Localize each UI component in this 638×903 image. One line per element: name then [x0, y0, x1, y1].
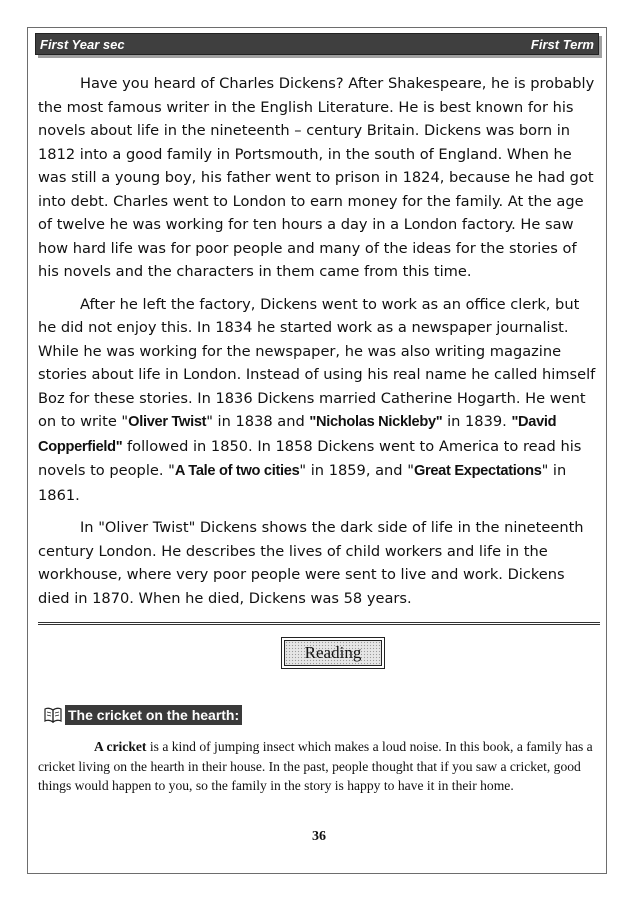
term-cricket: A cricket [94, 739, 147, 754]
section-divider [38, 622, 600, 625]
text-span: is a kind of jumping insect which makes a loud noise. In this book, a family has a cricket living on the hearth in their house. In the past, people thought that if you saw a cricket, good things would happen to you, so the family in the story is happy to have it in their home. [38, 739, 593, 793]
title-tale-of-two-cities: A Tale of two cities [174, 463, 300, 479]
cricket-paragraph [38, 737, 598, 796]
book-icon [44, 707, 62, 723]
section-heading [44, 705, 242, 725]
text-span: followed in 1850. In 1858 Dickens went to America to read his novels to people. " [38, 437, 582, 479]
text-span: " in 1859, and " [299, 462, 414, 479]
paragraph-1: Have you heard of Charles Dickens? After Shakespeare, he is probably the most famous writer in the English Literature. He is best known for his novels about life in the nineteenth – century Britain. Dickens was born in 1812 into a good family in Portsmouth, in the south of England. When he was still a young boy, his father went to prison in 1824, because he had got into debt. Charles went to London to earn money for the family. At the age of twelve he was working for ten hours a day in a London factory. He saw how hard life was for poor people and many of the ideas for the stories of his novels and the characters in them came from this time. [38, 75, 595, 280]
title-great-expectations: Great Expectations [413, 463, 542, 479]
title-nicholas-nickleby: "Nicholas Nickleby" [309, 414, 443, 430]
article-text [38, 72, 598, 619]
page-header [35, 33, 599, 55]
text-span: " in 1838 and [206, 413, 310, 430]
paragraph-2 [38, 293, 598, 508]
header-year: First Year sec [40, 37, 125, 52]
page-number: 36 [312, 829, 326, 844]
title-oliver-twist: Oliver Twist [128, 414, 207, 430]
text-span: in 1839. [442, 413, 512, 430]
reading-heading: Reading [284, 640, 382, 666]
title-david-copperfield: "David Copperfield" [38, 414, 557, 455]
text-span: " in 1861. [38, 462, 567, 504]
section-title: The cricket on the hearth: [65, 705, 242, 725]
text-span: After he left the factory, Dickens went to work as an office clerk, but he did not enjoy this. In 1834 he started work as a newspaper journalist. While he was working for the newspaper, he was also writing magazine stories about life in London. Instead of using his real name he called himself Boz for these stories. In 1836 Dickens married Catherine Hogarth. He went on to write " [38, 295, 596, 430]
header-term: First Term [530, 37, 594, 52]
cricket-text [38, 737, 598, 796]
paragraph-3: In "Oliver Twist" Dickens shows the dark side of life in the nineteenth century London. He describes the lives of child workers and life in the workhouse, where very poor people were sent to live and work. Dickens died in 1870. When he died, Dickens was 58 years. [38, 519, 584, 607]
